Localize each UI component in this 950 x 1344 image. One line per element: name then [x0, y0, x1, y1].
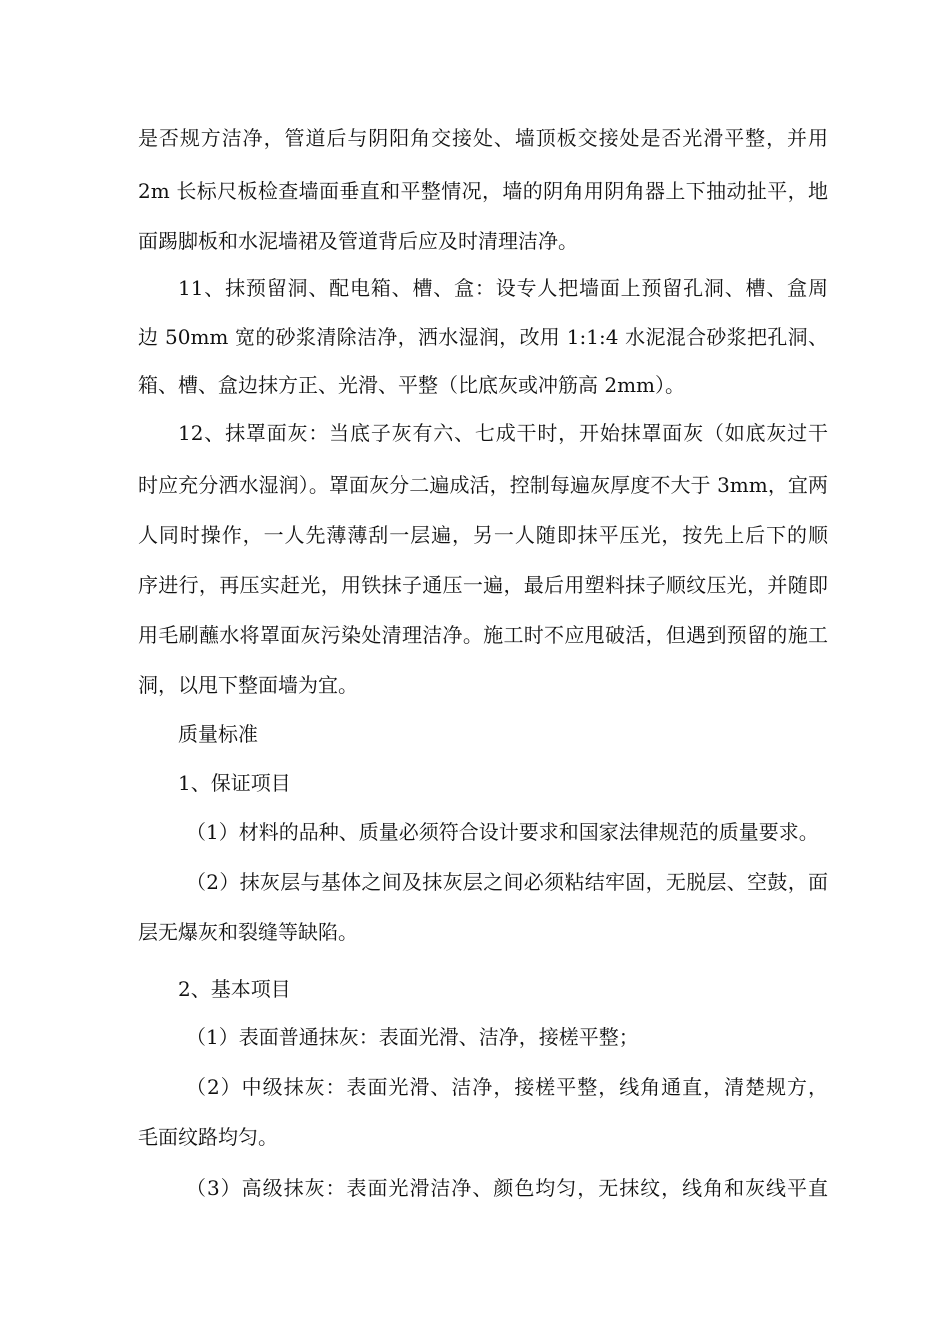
- section-heading: 1、保证项目: [178, 771, 291, 795]
- text-line: 12、抹罩面灰：当底子灰有六、七成干时，开始抹罩面灰（如底灰过干: [178, 421, 828, 445]
- text-line: 洞，以甩下整面墙为宜。: [138, 673, 358, 697]
- text-line: 序进行，再压实赶光，用铁抹子通压一遍，最后用塑料抹子顺纹压光，并随即: [138, 573, 828, 597]
- text-line: （3）高级抹灰：表面光滑洁净、颜色均匀，无抹纹，线角和灰线平直: [186, 1176, 828, 1200]
- text-line: 时应充分洒水湿润）。罩面灰分二遍成活，控制每遍灰厚度不大于 3mm，宜两: [138, 473, 828, 497]
- text-line: （2）中级抹灰：表面光滑、洁净，接槎平整，线角通直，清楚规方，: [186, 1075, 828, 1099]
- text-line: （2）抹灰层与基体之间及抹灰层之间必须粘结牢固，无脱层、空鼓，面: [186, 870, 828, 894]
- text-line: 用毛刷蘸水将罩面灰污染处清理洁净。施工时不应甩破活，但遇到预留的施工: [138, 623, 828, 647]
- text-line: 毛面纹路均匀。: [138, 1125, 278, 1149]
- text-line: （1）材料的品种、质量必须符合设计要求和国家法律规范的质量要求。: [186, 820, 819, 844]
- text-line: 箱、槽、盒边抹方正、光滑、平整（比底灰或冲筋高 2mm）。: [138, 373, 686, 397]
- text-line: 11、抹预留洞、配电箱、槽、盒：设专人把墙面上预留孔洞、槽、盒周: [178, 276, 828, 300]
- text-line: 层无爆灰和裂缝等缺陷。: [138, 920, 358, 944]
- text-line: （1）表面普通抹灰：表面光滑、洁净，接槎平整；: [186, 1025, 639, 1049]
- text-line: 是否规方洁净，管道后与阴阳角交接处、墙顶板交接处是否光滑平整，并用: [138, 126, 828, 150]
- text-line: 面踢脚板和水泥墙裙及管道背后应及时清理洁净。: [138, 229, 578, 253]
- text-line: 2m 长标尺板检查墙面垂直和平整情况，墙的阴角用阴角器上下抽动扯平，地: [138, 179, 828, 203]
- text-line: 边 50mm 宽的砂浆清除洁净，洒水湿润，改用 1:1:4 水泥混合砂浆把孔洞、: [138, 325, 828, 349]
- section-heading: 2、基本项目: [178, 977, 291, 1001]
- text-line: 人同时操作，一人先薄薄刮一层遍，另一人随即抹平压光，按先上后下的顺: [138, 523, 828, 547]
- section-heading: 质量标准: [178, 722, 258, 746]
